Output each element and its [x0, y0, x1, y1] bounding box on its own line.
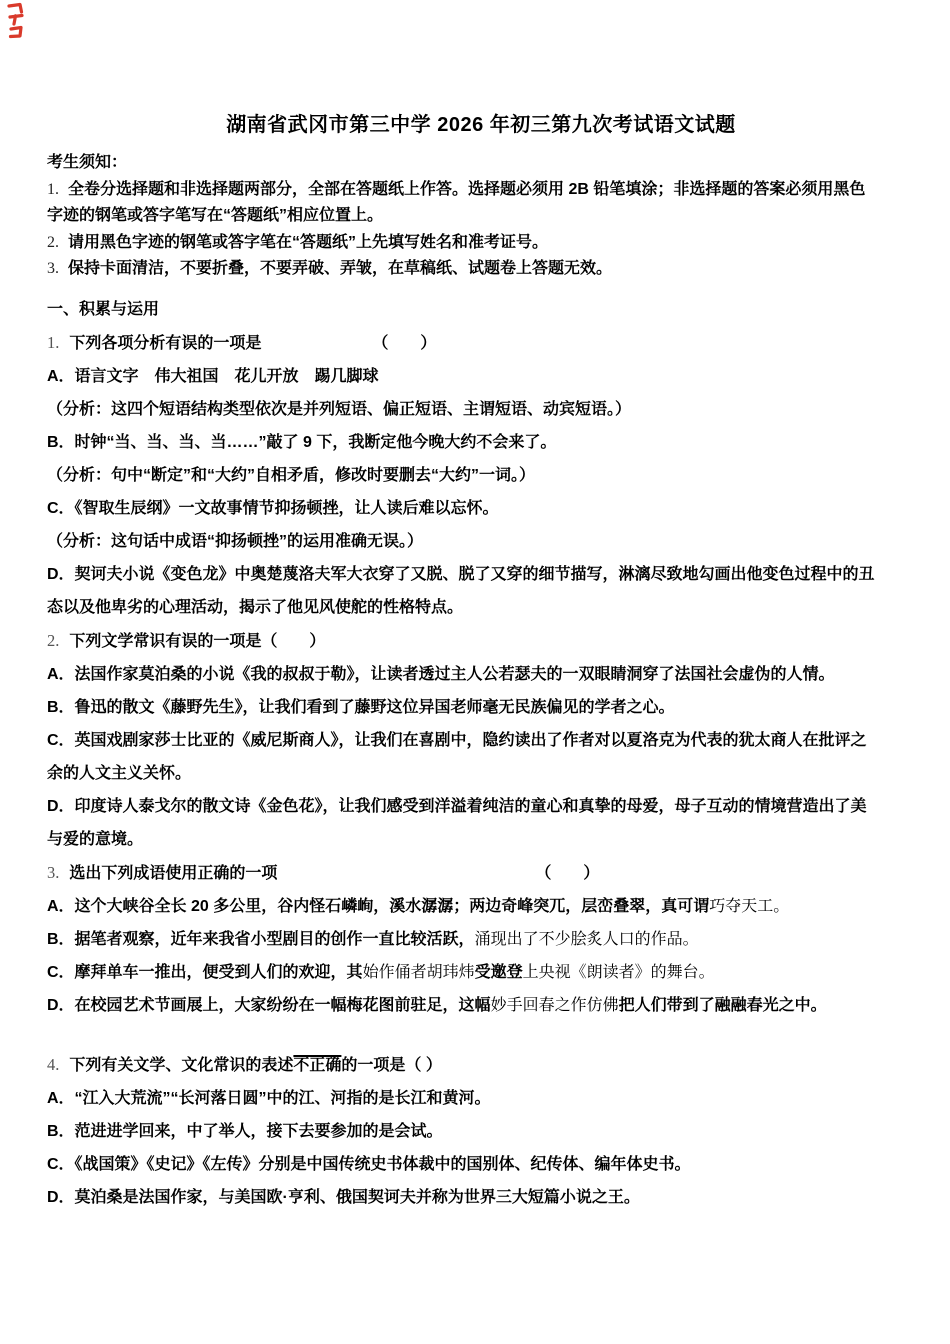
text-run: 妙手回春之作仿佛 [490, 996, 619, 1014]
question-number: 1. [47, 332, 60, 352]
q1-option-c: C．《智取生辰纲》一文故事情节抑扬顿挫，让人读后难以忘怀。 [47, 499, 499, 517]
question-stem-text: 下列文学常识有误的一项是 [69, 632, 262, 650]
q1-option-b: B．时钟“当、当、当、当……”敲了 9 下，我断定他今晚大约不会来了。 [47, 433, 557, 451]
question-4-stem [47, 1048, 915, 1082]
notice-line [47, 203, 915, 230]
text-run: 的一项是 [341, 1056, 406, 1074]
text-run: 受邀登 [474, 963, 523, 981]
q1-analysis-c: （分析：这句话中成语“抑扬顿挫”的运用准确无误。） [47, 532, 424, 550]
notice-item-number: 3. [47, 260, 59, 277]
question-number: 2. [47, 630, 60, 650]
q4-option-c: C．《战国策》《史记》《左传》分别是中国传统史书体裁中的国别体、纪传体、编年体史书。 [47, 1155, 691, 1173]
notice-line [47, 230, 915, 257]
q1-analysis-b: （分析：句中“断定”和“大约”自相矛盾，修改时要删去“大约”一词。） [47, 466, 536, 484]
q3-option-c [47, 956, 915, 989]
q3-option-b [47, 923, 915, 956]
notice-item-text: 保持卡面清洁，不要折叠，不要弄破、弄皱，在草稿纸、试题卷上答题无效。 [68, 260, 613, 277]
q4-option-a: A．“江入大荒流”“长河落日圆”中的江、河指的是长江和黄河。 [47, 1089, 491, 1107]
exam-title: 湖南省武冈市第三中学 2026 年初三第九次考试语文试题 [226, 114, 736, 136]
text-run: 把人们带到了融融春光之中。 [618, 996, 827, 1014]
q2-option-b: B．鲁迅的散文《藤野先生》，让我们看到了藤野这位异国老师毫无民族偏见的学者之心。 [47, 698, 675, 716]
notice-item-number: 1. [47, 180, 59, 198]
question-stem-text [69, 1057, 442, 1074]
question-number: 3. [47, 862, 60, 882]
red-ink-strokes [9, 5, 22, 37]
q2-option-d-wrap: 与爱的意境。 [47, 830, 144, 848]
question-2-stem [47, 624, 915, 658]
notice-section [47, 150, 915, 283]
text-run: B．据笔者观察，近年来我省小型剧目的创作一直比较活跃， [47, 930, 475, 948]
question-3-stem [47, 856, 915, 890]
q4-option-b: B．范进进学回来，中了举人，接下去要参加的是会试。 [47, 1122, 443, 1140]
notice-item-text: 全卷分选择题和非选择题两部分，全部在答题纸上作答。选择题必须用 2B 铅笔填涂；非选择题的答案必须用黑色 [68, 180, 866, 198]
questions-section [47, 293, 915, 1214]
text-run: （ ） [405, 1056, 442, 1074]
notice-heading: 考生须知： [47, 154, 128, 171]
q2-option-c: C．英国戏剧家莎士比亚的《威尼斯商人》，让我们在喜剧中，隐约读出了作者对以夏洛克为代表的犹太商人在批评之 [47, 731, 867, 749]
answer-bracket: （ ） [261, 632, 326, 650]
q1-analysis-a: （分析：这四个短语结构类型依次是并列短语、偏正短语、主谓短语、动宾短语。） [47, 400, 632, 418]
text-run: 巧夺天工。 [709, 897, 790, 915]
text-run: C．摩拜单车一推出，便受到人们的欢迎，其 [47, 963, 363, 981]
q2-option-a: A．法国作家莫泊桑的小说《我的叔叔于勒》，让读者透过主人公若瑟夫的一双眼睛洞穿了法国社会虚伪的人情。 [47, 665, 835, 683]
text-run: 下列有关文学、文化常识的表述 [69, 1056, 294, 1074]
notice-item-text: 请用黑色字迹的钢笔或答字笔在“答题纸”上先填写姓名和准考证号。 [68, 233, 549, 251]
q1-option-d-wrap: 态以及他卑劣的心理活动，揭示了他见风使舵的性格特点。 [47, 598, 464, 616]
notice-line [47, 256, 915, 283]
q1-option-d: D．契诃夫小说《变色龙》中奥楚蔑洛夫军大衣穿了又脱、脱了又穿的细节描写，淋漓尽致地勾画出他变色过程中的丑 [47, 565, 875, 583]
text-run: 始作俑者胡玮炜 [362, 963, 475, 981]
notice-line [47, 177, 915, 204]
q4-option-d: D．莫泊桑是法国作家，与美国欧·亨利、俄国契诃夫并称为世界三大短篇小说之王。 [47, 1188, 640, 1206]
notice-item-number: 2. [47, 233, 59, 251]
q1-option-a: A．语言文字 伟大祖国 花儿开放 踢几脚球 [47, 367, 379, 385]
text-run: D．在校园艺术节画展上，大家纷纷在一幅梅花图前驻足，这幅 [47, 996, 491, 1014]
text-run: A．这个大峡谷全长 20 多公里，谷内怪石嶙峋，溪水潺潺；两边奇峰突兀，层峦叠翠，真可谓 [47, 897, 710, 915]
question-stem-text: 选出下列成语使用正确的一项 [69, 864, 278, 882]
q3-option-d [47, 989, 915, 1022]
text-run: 上央视《朗读者》的舞台。 [522, 963, 715, 981]
q3-option-a [47, 890, 915, 923]
q2-option-c-wrap: 余的人文主义关怀。 [47, 764, 192, 782]
answer-bracket: （ ） [372, 334, 437, 352]
text-run: 涌现出了不少脍炙人口的作品。 [474, 930, 699, 948]
section-heading: 一、积累与运用 [47, 300, 160, 318]
question-stem-text: 下列各项分析有误的一项是 [69, 334, 262, 352]
q2-option-d: D．印度诗人泰戈尔的散文诗《金色花》，让我们感受到洋溢着纯洁的童心和真挚的母爱，母子互动的情境营造出了美 [47, 797, 867, 815]
red-ink-stamp-icon [6, 2, 32, 42]
notice-item-text: 字迹的钢笔或答字笔写在“答题纸”相应位置上。 [47, 207, 384, 224]
question-1-stem [47, 326, 915, 360]
answer-bracket: （ ） [535, 864, 600, 882]
question-number: 4. [47, 1054, 60, 1074]
text-run: 不正确 [293, 1056, 342, 1074]
